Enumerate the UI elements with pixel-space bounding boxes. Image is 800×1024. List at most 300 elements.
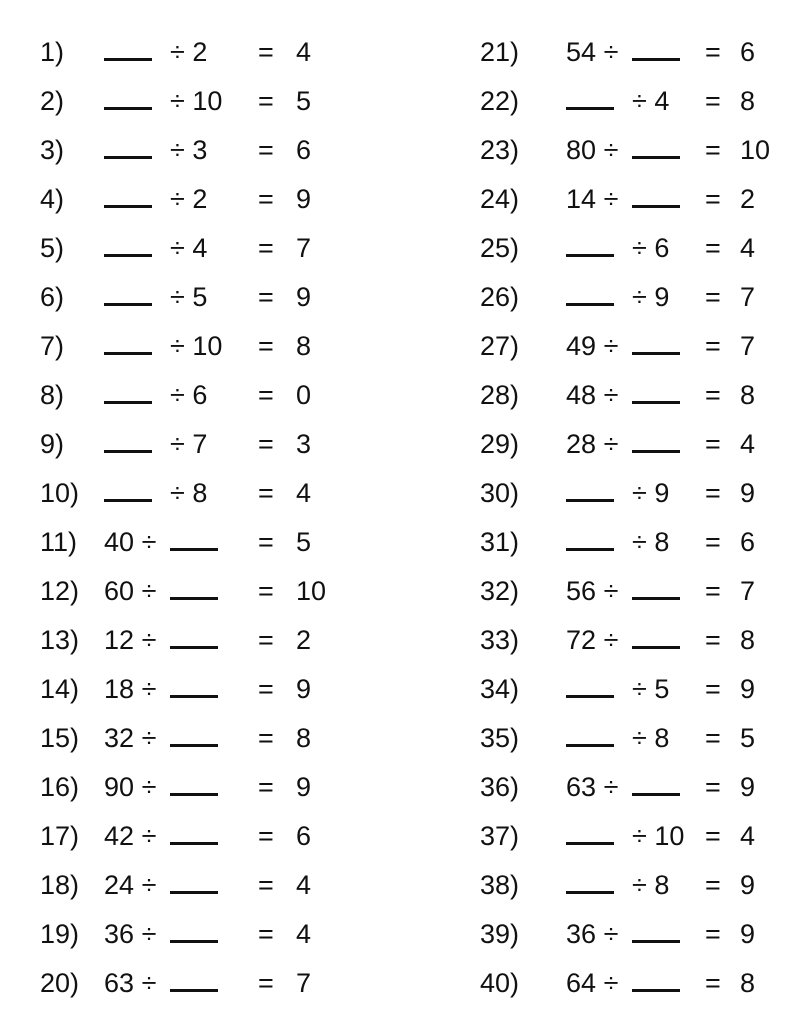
quotient: 7 <box>296 968 312 998</box>
divide-sign: ÷ <box>170 233 185 263</box>
answer-blank[interactable] <box>632 401 680 404</box>
equals-sign: = <box>705 772 721 802</box>
answer-blank[interactable] <box>170 695 218 698</box>
divide-sign: ÷ <box>170 282 185 312</box>
equals-sign: = <box>705 380 721 410</box>
answer-blank[interactable] <box>170 597 218 600</box>
divide-sign: ÷ <box>603 135 619 165</box>
answer-blank[interactable] <box>566 842 614 845</box>
problem-number: 30) <box>480 478 520 508</box>
divisor <box>170 273 207 322</box>
dividend-value: 56 <box>566 576 597 606</box>
problem-number: 33) <box>480 625 520 655</box>
problem-row <box>440 126 800 175</box>
answer-blank[interactable] <box>566 548 614 551</box>
dividend-value: 63 <box>566 772 597 802</box>
problem-number: 40) <box>480 968 520 998</box>
answer-blank[interactable] <box>104 352 152 355</box>
problem-number: 19) <box>40 919 80 949</box>
dividend <box>566 273 614 322</box>
dividend <box>566 469 614 518</box>
answer-blank[interactable] <box>170 940 218 943</box>
divide-sign: ÷ <box>141 870 157 900</box>
quotient: 8 <box>740 625 756 655</box>
quotient: 8 <box>740 968 756 998</box>
problem-row <box>0 616 400 665</box>
divisor <box>170 28 207 77</box>
answer-blank[interactable] <box>566 254 614 257</box>
problem-row <box>0 273 400 322</box>
problem-row <box>0 861 400 910</box>
dividend-value: 12 <box>104 625 135 655</box>
divide-sign: ÷ <box>632 527 647 557</box>
divisor <box>632 28 680 77</box>
quotient: 9 <box>740 870 756 900</box>
dividend <box>104 812 156 861</box>
problem-number: 34) <box>480 674 520 704</box>
divisor <box>632 469 669 518</box>
divide-sign: ÷ <box>141 674 157 704</box>
dividend <box>566 224 614 273</box>
problems-column-left <box>0 28 400 1008</box>
problem-row <box>440 322 800 371</box>
divisor <box>632 322 680 371</box>
dividend <box>104 371 152 420</box>
divide-sign: ÷ <box>603 184 619 214</box>
equals-sign: = <box>705 184 721 214</box>
answer-blank[interactable] <box>104 401 152 404</box>
problem-number: 38) <box>480 870 520 900</box>
divide-sign: ÷ <box>141 968 157 998</box>
problem-number: 10) <box>40 478 80 508</box>
answer-blank[interactable] <box>104 107 152 110</box>
divide-sign: ÷ <box>141 576 157 606</box>
problem-number: 32) <box>480 576 520 606</box>
problem-row <box>0 763 400 812</box>
divisor-value: 6 <box>192 380 208 410</box>
divisor-value: 8 <box>654 527 670 557</box>
dividend <box>566 322 618 371</box>
divisor-value: 10 <box>192 86 223 116</box>
dividend-value: 14 <box>566 184 597 214</box>
dividend-value: 90 <box>104 772 135 802</box>
divide-sign: ÷ <box>170 429 185 459</box>
dividend-value: 18 <box>104 674 135 704</box>
problem-row <box>440 910 800 959</box>
divisor-value: 10 <box>654 821 685 851</box>
divide-sign: ÷ <box>603 380 619 410</box>
divisor <box>170 959 218 1008</box>
equals-sign: = <box>258 772 274 802</box>
problem-row <box>0 518 400 567</box>
quotient: 7 <box>296 233 312 263</box>
equals-sign: = <box>705 576 721 606</box>
problem-number: 14) <box>40 674 80 704</box>
dividend <box>104 959 156 1008</box>
problem-number: 27) <box>480 331 520 361</box>
problem-number: 9) <box>40 429 65 459</box>
divisor <box>632 224 669 273</box>
answer-blank[interactable] <box>632 156 680 159</box>
divisor <box>170 763 218 812</box>
dividend-value: 49 <box>566 331 597 361</box>
dividend <box>104 567 156 616</box>
quotient: 4 <box>740 233 756 263</box>
equals-sign: = <box>258 233 274 263</box>
problem-row <box>0 322 400 371</box>
dividend <box>104 273 152 322</box>
dividend <box>566 518 614 567</box>
divisor <box>170 714 218 763</box>
dividend <box>104 77 152 126</box>
dividend <box>104 28 152 77</box>
quotient: 8 <box>740 86 756 116</box>
quotient: 9 <box>296 772 312 802</box>
problem-number: 11) <box>40 527 78 557</box>
problem-number: 31) <box>480 527 520 557</box>
divisor <box>632 175 680 224</box>
dividend <box>104 469 152 518</box>
answer-blank[interactable] <box>104 205 152 208</box>
answer-blank[interactable] <box>632 597 680 600</box>
problem-row <box>440 616 800 665</box>
dividend <box>104 420 152 469</box>
dividend-value: 40 <box>104 527 135 557</box>
dividend <box>104 518 156 567</box>
divisor <box>170 77 222 126</box>
divisor-value: 6 <box>654 233 670 263</box>
divisor-value: 8 <box>654 870 670 900</box>
divisor-value: 5 <box>654 674 670 704</box>
divide-sign: ÷ <box>170 37 185 67</box>
equals-sign: = <box>258 37 274 67</box>
equals-sign: = <box>705 723 721 753</box>
answer-blank[interactable] <box>170 646 218 649</box>
problem-row <box>440 812 800 861</box>
dividend-value: 48 <box>566 380 597 410</box>
answer-blank[interactable] <box>632 989 680 992</box>
divisor <box>632 763 680 812</box>
divisor <box>632 959 680 1008</box>
answer-blank[interactable] <box>632 352 680 355</box>
divisor-value: 2 <box>192 184 208 214</box>
problem-number: 8) <box>40 380 65 410</box>
equals-sign: = <box>705 86 721 116</box>
answer-blank[interactable] <box>104 254 152 257</box>
answer-blank[interactable] <box>632 205 680 208</box>
problem-row <box>0 420 400 469</box>
problem-number: 22) <box>480 86 520 116</box>
quotient: 7 <box>740 576 756 606</box>
quotient: 9 <box>740 674 756 704</box>
problem-number: 29) <box>480 429 520 459</box>
dividend-value: 54 <box>566 37 597 67</box>
dividend-value: 72 <box>566 625 597 655</box>
divisor <box>170 224 207 273</box>
divisor <box>170 567 218 616</box>
problem-row <box>0 175 400 224</box>
divisor <box>170 910 218 959</box>
divide-sign: ÷ <box>603 37 619 67</box>
problem-row <box>440 273 800 322</box>
problem-number: 6) <box>40 282 65 312</box>
answer-blank[interactable] <box>170 891 218 894</box>
quotient: 7 <box>740 331 756 361</box>
divisor-value: 9 <box>654 478 670 508</box>
answer-blank[interactable] <box>566 744 614 747</box>
quotient: 10 <box>296 576 327 606</box>
divide-sign: ÷ <box>603 576 619 606</box>
divide-sign: ÷ <box>141 527 157 557</box>
dividend <box>104 910 156 959</box>
equals-sign: = <box>258 429 274 459</box>
dividend <box>566 567 618 616</box>
divisor-value: 8 <box>654 723 670 753</box>
equals-sign: = <box>258 576 274 606</box>
problem-row <box>440 28 800 77</box>
quotient: 5 <box>740 723 756 753</box>
quotient: 10 <box>740 135 771 165</box>
answer-blank[interactable] <box>632 793 680 796</box>
problem-row <box>440 959 800 1008</box>
divisor <box>632 126 680 175</box>
divide-sign: ÷ <box>632 723 647 753</box>
quotient: 9 <box>740 919 756 949</box>
answer-blank[interactable] <box>104 499 152 502</box>
answer-blank[interactable] <box>566 303 614 306</box>
divide-sign: ÷ <box>603 968 619 998</box>
answer-blank[interactable] <box>566 891 614 894</box>
divisor <box>632 616 680 665</box>
problem-row <box>440 175 800 224</box>
divide-sign: ÷ <box>603 625 619 655</box>
divisor <box>632 567 680 616</box>
problem-number: 5) <box>40 233 65 263</box>
quotient: 3 <box>296 429 312 459</box>
dividend-value: 28 <box>566 429 597 459</box>
divide-sign: ÷ <box>170 135 185 165</box>
dividend <box>104 322 152 371</box>
dividend <box>566 763 618 812</box>
quotient: 0 <box>296 380 312 410</box>
problem-number: 12) <box>40 576 80 606</box>
divide-sign: ÷ <box>603 429 619 459</box>
equals-sign: = <box>705 968 721 998</box>
problem-number: 3) <box>40 135 65 165</box>
quotient: 2 <box>740 184 756 214</box>
quotient: 9 <box>740 478 756 508</box>
divisor <box>170 126 207 175</box>
divide-sign: ÷ <box>141 625 157 655</box>
dividend-value: 32 <box>104 723 135 753</box>
problem-row <box>440 420 800 469</box>
answer-blank[interactable] <box>170 548 218 551</box>
dividend-value: 60 <box>104 576 135 606</box>
equals-sign: = <box>705 919 721 949</box>
dividend <box>104 861 156 910</box>
dividend <box>104 763 156 812</box>
equals-sign: = <box>258 86 274 116</box>
answer-blank[interactable] <box>566 695 614 698</box>
dividend <box>104 224 152 273</box>
problem-number: 17) <box>40 821 80 851</box>
equals-sign: = <box>258 380 274 410</box>
dividend <box>566 959 618 1008</box>
dividend <box>566 371 618 420</box>
divisor <box>170 812 218 861</box>
divisor <box>632 420 680 469</box>
problem-number: 39) <box>480 919 520 949</box>
problem-number: 23) <box>480 135 520 165</box>
divisor <box>632 371 680 420</box>
equals-sign: = <box>705 37 721 67</box>
dividend <box>566 812 614 861</box>
problem-row <box>0 714 400 763</box>
quotient: 8 <box>296 723 312 753</box>
quotient: 6 <box>296 821 312 851</box>
problem-number: 26) <box>480 282 520 312</box>
divisor <box>632 910 680 959</box>
equals-sign: = <box>258 968 274 998</box>
equals-sign: = <box>258 723 274 753</box>
problem-row <box>0 224 400 273</box>
divisor <box>632 861 669 910</box>
quotient: 5 <box>296 86 312 116</box>
divisor-value: 3 <box>192 135 208 165</box>
problem-number: 4) <box>40 184 65 214</box>
problem-row <box>0 910 400 959</box>
quotient: 9 <box>296 184 312 214</box>
divide-sign: ÷ <box>141 723 157 753</box>
problem-number: 15) <box>40 723 80 753</box>
divide-sign: ÷ <box>632 674 647 704</box>
problem-row <box>440 763 800 812</box>
divisor-value: 8 <box>192 478 208 508</box>
problem-number: 25) <box>480 233 520 263</box>
divisor-value: 10 <box>192 331 223 361</box>
problem-number: 20) <box>40 968 80 998</box>
answer-blank[interactable] <box>566 107 614 110</box>
divisor <box>170 665 218 714</box>
problem-row <box>440 224 800 273</box>
dividend <box>566 665 614 714</box>
divisor <box>170 371 207 420</box>
answer-blank[interactable] <box>566 499 614 502</box>
quotient: 4 <box>296 478 312 508</box>
dividend <box>566 910 618 959</box>
problem-number: 24) <box>480 184 520 214</box>
equals-sign: = <box>258 331 274 361</box>
equals-sign: = <box>705 331 721 361</box>
answer-blank[interactable] <box>104 303 152 306</box>
divisor <box>170 322 222 371</box>
divisor-value: 5 <box>192 282 208 312</box>
divide-sign: ÷ <box>141 772 157 802</box>
equals-sign: = <box>705 821 721 851</box>
problem-row <box>0 469 400 518</box>
divisor <box>170 175 207 224</box>
answer-blank[interactable] <box>632 450 680 453</box>
divide-sign: ÷ <box>170 380 185 410</box>
equals-sign: = <box>705 478 721 508</box>
problem-number: 13) <box>40 625 80 655</box>
divide-sign: ÷ <box>632 821 647 851</box>
problem-row <box>440 77 800 126</box>
quotient: 4 <box>296 919 312 949</box>
equals-sign: = <box>258 870 274 900</box>
answer-blank[interactable] <box>170 793 218 796</box>
problem-number: 1) <box>40 37 65 67</box>
divisor-value: 7 <box>192 429 208 459</box>
equals-sign: = <box>705 527 721 557</box>
divisor <box>170 469 207 518</box>
answer-blank[interactable] <box>104 450 152 453</box>
answer-blank[interactable] <box>632 58 680 61</box>
divide-sign: ÷ <box>603 331 619 361</box>
divisor <box>170 616 218 665</box>
problem-number: 21) <box>480 37 520 67</box>
quotient: 6 <box>740 37 756 67</box>
divisor <box>170 861 218 910</box>
answer-blank[interactable] <box>170 842 218 845</box>
problem-row <box>440 469 800 518</box>
divide-sign: ÷ <box>170 478 185 508</box>
quotient: 9 <box>296 282 312 312</box>
dividend-value: 64 <box>566 968 597 998</box>
problem-row <box>0 812 400 861</box>
divide-sign: ÷ <box>632 870 647 900</box>
divisor <box>632 77 669 126</box>
dividend <box>104 665 156 714</box>
equals-sign: = <box>258 919 274 949</box>
quotient: 6 <box>740 527 756 557</box>
divisor <box>632 273 669 322</box>
quotient: 6 <box>296 135 312 165</box>
divide-sign: ÷ <box>141 919 157 949</box>
equals-sign: = <box>258 184 274 214</box>
dividend <box>104 175 152 224</box>
equals-sign: = <box>258 821 274 851</box>
equals-sign: = <box>258 625 274 655</box>
problem-number: 28) <box>480 380 520 410</box>
answer-blank[interactable] <box>632 646 680 649</box>
dividend <box>566 861 614 910</box>
dividend <box>566 714 614 763</box>
dividend <box>104 616 156 665</box>
dividend-value: 80 <box>566 135 597 165</box>
problem-number: 7) <box>40 331 65 361</box>
dividend <box>566 616 618 665</box>
divide-sign: ÷ <box>632 478 647 508</box>
answer-blank[interactable] <box>104 58 152 61</box>
answer-blank[interactable] <box>170 744 218 747</box>
problems-column-right <box>440 28 800 1008</box>
answer-blank[interactable] <box>104 156 152 159</box>
equals-sign: = <box>258 282 274 312</box>
quotient: 9 <box>740 772 756 802</box>
problem-row <box>440 665 800 714</box>
answer-blank[interactable] <box>632 940 680 943</box>
problem-row <box>440 714 800 763</box>
quotient: 7 <box>740 282 756 312</box>
dividend <box>104 126 152 175</box>
quotient: 8 <box>296 331 312 361</box>
divisor-value: 4 <box>654 86 670 116</box>
equals-sign: = <box>705 625 721 655</box>
answer-blank[interactable] <box>170 989 218 992</box>
equals-sign: = <box>705 233 721 263</box>
divide-sign: ÷ <box>170 86 185 116</box>
